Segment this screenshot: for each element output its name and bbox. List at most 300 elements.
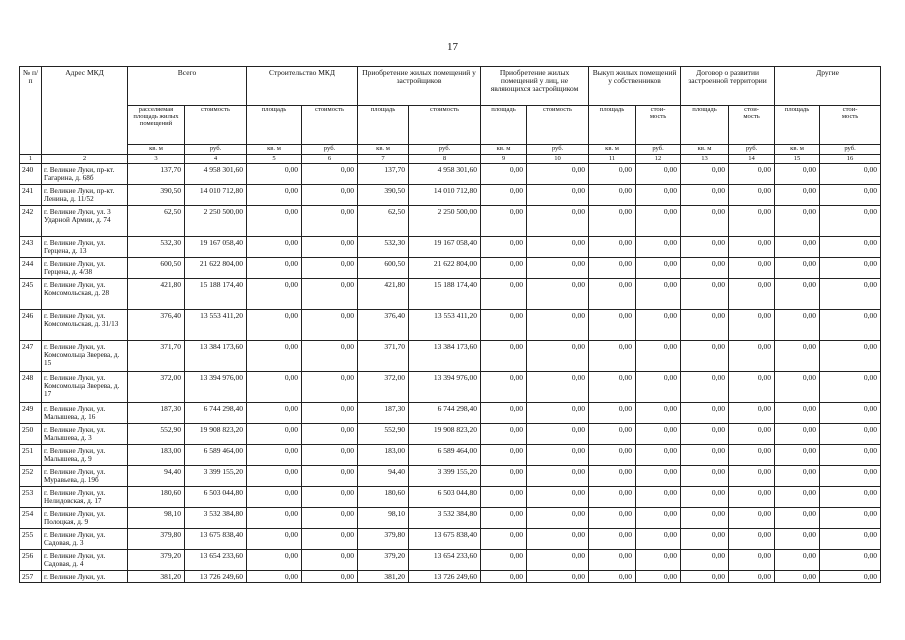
row-area: 381,20 [128, 571, 185, 583]
row-number: 256 [20, 550, 42, 571]
row-value: 0,00 [589, 508, 636, 529]
header-spacer [42, 145, 128, 155]
row-value: 0,00 [636, 466, 681, 487]
row-number: 248 [20, 372, 42, 403]
header-group-territory: Договор о развитии застроенной территории [681, 67, 775, 106]
table-body [20, 164, 881, 583]
header-sub-cost: стои- мость [729, 106, 775, 145]
row-value: 0,00 [481, 206, 527, 237]
row-value: 0,00 [589, 372, 636, 403]
row-value: 0,00 [247, 206, 302, 237]
row-value: 0,00 [729, 424, 775, 445]
row-value: 0,00 [302, 310, 358, 341]
row-value: 13 654 233,60 [409, 550, 481, 571]
row-value: 0,00 [775, 206, 820, 237]
row-number: 246 [20, 310, 42, 341]
row-value: 0,00 [681, 164, 729, 185]
row-value: 0,00 [302, 372, 358, 403]
row-value: 0,00 [302, 403, 358, 424]
row-area: 137,70 [128, 164, 185, 185]
row-value: 0,00 [729, 403, 775, 424]
row-area: 187,30 [128, 403, 185, 424]
header-unit: кв. м [589, 145, 636, 155]
row-value: 0,00 [636, 487, 681, 508]
row-area: 552,90 [128, 424, 185, 445]
row-area: 600,50 [128, 258, 185, 279]
header-unit: кв. м [681, 145, 729, 155]
row-value: 0,00 [527, 164, 589, 185]
row-value: 0,00 [820, 571, 881, 583]
header-sub-area: площадь [358, 106, 409, 145]
row-value: 4 958 301,60 [409, 164, 481, 185]
header-column-number: 12 [636, 155, 681, 164]
header-column-number: 16 [820, 155, 881, 164]
header-column-number: 2 [42, 155, 128, 164]
row-value: 0,00 [775, 424, 820, 445]
header-column-number: 14 [729, 155, 775, 164]
row-address: г. Великие Луки, ул. Садовая, д. 3 [42, 529, 128, 550]
row-cost: 13 394 976,00 [185, 372, 247, 403]
row-area: 379,80 [128, 529, 185, 550]
row-value: 0,00 [820, 341, 881, 372]
row-address: г. Великие Луки, ул. Малышева, д. 3 [42, 424, 128, 445]
row-area: 379,20 [128, 550, 185, 571]
row-value: 19 908 823,20 [409, 424, 481, 445]
row-value: 0,00 [820, 487, 881, 508]
row-address: г. Великие Луки, пр-кт. Ленина, д. 11/52 [42, 185, 128, 206]
row-value: 0,00 [681, 258, 729, 279]
row-value: 532,30 [358, 237, 409, 258]
header-unit: руб. [527, 145, 589, 155]
row-value: 371,70 [358, 341, 409, 372]
table-row [20, 279, 881, 310]
table-row [20, 310, 881, 341]
row-value: 0,00 [636, 341, 681, 372]
row-value: 0,00 [302, 237, 358, 258]
row-value: 0,00 [681, 487, 729, 508]
row-area: 183,00 [128, 445, 185, 466]
row-value: 0,00 [729, 258, 775, 279]
row-value: 0,00 [481, 445, 527, 466]
table-row [20, 487, 881, 508]
row-address: г. Великие Луки, ул. Комсомольца Зверева, д. 15 [42, 341, 128, 372]
row-value: 0,00 [247, 508, 302, 529]
row-number: 249 [20, 403, 42, 424]
row-value: 0,00 [302, 206, 358, 237]
header-unit: руб. [185, 145, 247, 155]
row-value: 0,00 [247, 164, 302, 185]
row-value: 0,00 [729, 508, 775, 529]
row-value: 0,00 [681, 445, 729, 466]
row-value: 0,00 [481, 279, 527, 310]
table-row [20, 550, 881, 571]
row-value: 0,00 [636, 206, 681, 237]
table-row [20, 258, 881, 279]
header-unit: кв. м [481, 145, 527, 155]
row-value: 0,00 [481, 341, 527, 372]
row-area: 371,70 [128, 341, 185, 372]
row-cost: 6 744 298,40 [185, 403, 247, 424]
row-value: 0,00 [527, 529, 589, 550]
row-number: 253 [20, 487, 42, 508]
row-area: 532,30 [128, 237, 185, 258]
row-value: 0,00 [481, 466, 527, 487]
header-column-number: 13 [681, 155, 729, 164]
row-value: 0,00 [527, 445, 589, 466]
row-value: 0,00 [775, 550, 820, 571]
header-group-total: Всего [128, 67, 247, 106]
row-value: 13 675 838,40 [409, 529, 481, 550]
row-value: 94,40 [358, 466, 409, 487]
row-value: 0,00 [247, 424, 302, 445]
header-column-number: 11 [589, 155, 636, 164]
row-address: г. Великие Луки, ул. Комсомольца Зверева, д. 17 [42, 372, 128, 403]
row-value: 0,00 [247, 310, 302, 341]
row-value: 0,00 [589, 164, 636, 185]
row-value: 0,00 [527, 571, 589, 583]
row-value: 0,00 [729, 310, 775, 341]
row-value: 372,00 [358, 372, 409, 403]
row-value: 0,00 [481, 310, 527, 341]
header-group-construction: Строительство МКД [247, 67, 358, 106]
row-value: 0,00 [481, 185, 527, 206]
header-unit: руб. [636, 145, 681, 155]
row-value: 13 553 411,20 [409, 310, 481, 341]
header-group-buyout: Выкуп жилых помещений у собственников [589, 67, 681, 106]
row-value: 0,00 [636, 571, 681, 583]
row-value: 0,00 [302, 487, 358, 508]
header-sub-area: площадь [247, 106, 302, 145]
row-value: 0,00 [527, 341, 589, 372]
row-value: 0,00 [820, 466, 881, 487]
row-value: 0,00 [527, 206, 589, 237]
row-number: 257 [20, 571, 42, 583]
row-value: 0,00 [247, 237, 302, 258]
row-value: 0,00 [527, 258, 589, 279]
row-cost: 21 622 804,00 [185, 258, 247, 279]
row-value: 376,40 [358, 310, 409, 341]
row-value: 0,00 [247, 258, 302, 279]
row-number: 241 [20, 185, 42, 206]
row-value: 0,00 [527, 279, 589, 310]
row-number: 254 [20, 508, 42, 529]
row-cost: 3 399 155,20 [185, 466, 247, 487]
row-value: 19 167 058,40 [409, 237, 481, 258]
row-value: 0,00 [681, 279, 729, 310]
header-unit: кв. м [358, 145, 409, 155]
row-value: 0,00 [589, 206, 636, 237]
header-column-number: 8 [409, 155, 481, 164]
row-value: 0,00 [527, 403, 589, 424]
row-value: 0,00 [820, 529, 881, 550]
row-value: 0,00 [820, 164, 881, 185]
row-number: 240 [20, 164, 42, 185]
row-value: 0,00 [527, 310, 589, 341]
header-column-number: 4 [185, 155, 247, 164]
row-value: 0,00 [247, 372, 302, 403]
row-value: 0,00 [729, 164, 775, 185]
header-group-non-developer: Приобретение жилых помещений у лиц, не являющихся застройщиком [481, 67, 589, 106]
table-row [20, 424, 881, 445]
row-value: 0,00 [681, 466, 729, 487]
row-number: 247 [20, 341, 42, 372]
row-value: 0,00 [302, 164, 358, 185]
row-value: 0,00 [820, 372, 881, 403]
row-value: 14 010 712,80 [409, 185, 481, 206]
row-value: 0,00 [589, 466, 636, 487]
row-value: 0,00 [820, 279, 881, 310]
header-unit: руб. [409, 145, 481, 155]
table-row [20, 185, 881, 206]
row-value: 0,00 [302, 466, 358, 487]
row-value: 137,70 [358, 164, 409, 185]
row-address: г. Великие Луки, ул. Полоцкая, д. 9 [42, 508, 128, 529]
row-value: 21 622 804,00 [409, 258, 481, 279]
row-value: 13 394 976,00 [409, 372, 481, 403]
row-value: 0,00 [247, 403, 302, 424]
row-cost: 13 553 411,20 [185, 310, 247, 341]
row-address: г. Великие Луки, ул. 3 Ударной Армии, д. 74 [42, 206, 128, 237]
header-column-number: 3 [128, 155, 185, 164]
row-value: 0,00 [681, 372, 729, 403]
row-value: 0,00 [820, 185, 881, 206]
row-value: 0,00 [527, 372, 589, 403]
row-value: 0,00 [481, 424, 527, 445]
row-value: 6 589 464,00 [409, 445, 481, 466]
row-value: 98,10 [358, 508, 409, 529]
row-cost: 19 908 823,20 [185, 424, 247, 445]
row-value: 0,00 [636, 258, 681, 279]
row-value: 0,00 [636, 445, 681, 466]
row-value: 0,00 [729, 466, 775, 487]
row-area: 62,50 [128, 206, 185, 237]
row-cost: 13 675 838,40 [185, 529, 247, 550]
row-value: 0,00 [481, 487, 527, 508]
row-value: 0,00 [775, 372, 820, 403]
row-address: г. Великие Луки, ул. [42, 571, 128, 583]
row-number: 244 [20, 258, 42, 279]
row-value: 0,00 [775, 487, 820, 508]
row-value: 0,00 [247, 529, 302, 550]
row-cost: 2 250 500,00 [185, 206, 247, 237]
row-value: 0,00 [302, 445, 358, 466]
row-area: 180,60 [128, 487, 185, 508]
row-value: 0,00 [481, 550, 527, 571]
row-value: 0,00 [636, 403, 681, 424]
row-value: 0,00 [681, 424, 729, 445]
row-value: 0,00 [729, 550, 775, 571]
row-value: 0,00 [527, 237, 589, 258]
row-area: 376,40 [128, 310, 185, 341]
row-value: 0,00 [636, 529, 681, 550]
row-number: 252 [20, 466, 42, 487]
row-value: 0,00 [636, 508, 681, 529]
row-value: 0,00 [481, 372, 527, 403]
table-row [20, 237, 881, 258]
row-cost: 13 726 249,60 [185, 571, 247, 583]
row-value: 0,00 [729, 529, 775, 550]
row-value: 0,00 [681, 310, 729, 341]
row-value: 0,00 [775, 403, 820, 424]
row-value: 421,80 [358, 279, 409, 310]
row-value: 0,00 [302, 424, 358, 445]
row-value: 0,00 [247, 185, 302, 206]
table-row [20, 529, 881, 550]
header-unit: кв. м [775, 145, 820, 155]
row-address: г. Великие Луки, ул. Муравьева, д. 19б [42, 466, 128, 487]
row-value: 0,00 [481, 529, 527, 550]
header-column-number: 6 [302, 155, 358, 164]
row-value: 0,00 [302, 341, 358, 372]
row-value: 0,00 [247, 550, 302, 571]
row-value: 379,80 [358, 529, 409, 550]
table-row [20, 403, 881, 424]
header-sub-cost: стоимость [527, 106, 589, 145]
row-cost: 13 654 233,60 [185, 550, 247, 571]
row-address: г. Великие Луки, ул. Садовая, д. 4 [42, 550, 128, 571]
row-value: 0,00 [302, 508, 358, 529]
row-address: г. Великие Луки, пр-кт. Гагарина, д. 68б [42, 164, 128, 185]
row-value: 0,00 [302, 279, 358, 310]
row-value: 0,00 [589, 403, 636, 424]
row-cost: 4 958 301,60 [185, 164, 247, 185]
row-value: 0,00 [775, 571, 820, 583]
row-value: 390,50 [358, 185, 409, 206]
row-value: 0,00 [527, 508, 589, 529]
header-column-number: 10 [527, 155, 589, 164]
row-value: 0,00 [481, 403, 527, 424]
header-sub-area: площадь [681, 106, 729, 145]
row-value: 0,00 [820, 424, 881, 445]
row-value: 0,00 [820, 237, 881, 258]
row-value: 180,60 [358, 487, 409, 508]
row-cost: 19 167 058,40 [185, 237, 247, 258]
table-row [20, 206, 881, 237]
row-value: 379,20 [358, 550, 409, 571]
row-value: 0,00 [589, 258, 636, 279]
row-value: 0,00 [681, 550, 729, 571]
table-row [20, 508, 881, 529]
row-value: 0,00 [775, 508, 820, 529]
row-value: 6 744 298,40 [409, 403, 481, 424]
header-number: № п/п [20, 67, 42, 106]
page-number: 17 [447, 41, 458, 53]
row-address: г. Великие Луки, ул. Комсомольская, д. 28 [42, 279, 128, 310]
row-value: 0,00 [589, 529, 636, 550]
row-value: 0,00 [775, 164, 820, 185]
header-sub-cost: стоимость [185, 106, 247, 145]
row-value: 0,00 [729, 206, 775, 237]
row-value: 0,00 [589, 445, 636, 466]
row-cost: 15 188 174,40 [185, 279, 247, 310]
row-value: 0,00 [820, 445, 881, 466]
row-value: 187,30 [358, 403, 409, 424]
row-value: 0,00 [247, 571, 302, 583]
header-column-number: 7 [358, 155, 409, 164]
row-value: 0,00 [527, 487, 589, 508]
resettlement-table [19, 66, 881, 583]
row-value: 0,00 [302, 550, 358, 571]
header-sub-area: расселяемая площадь жилых помещений [128, 106, 185, 145]
header-column-number: 9 [481, 155, 527, 164]
header-unit: кв. м [247, 145, 302, 155]
row-value: 0,00 [681, 403, 729, 424]
row-value: 0,00 [481, 571, 527, 583]
header-group-developer: Приобретение жилых помещений у застройщиков [358, 67, 481, 106]
row-value: 552,90 [358, 424, 409, 445]
header-sub-cost: стои- мость [820, 106, 881, 145]
row-value: 13 726 249,60 [409, 571, 481, 583]
row-cost: 14 010 712,80 [185, 185, 247, 206]
row-value: 0,00 [775, 185, 820, 206]
header-column-number: 1 [20, 155, 42, 164]
row-number: 243 [20, 237, 42, 258]
row-value: 0,00 [527, 185, 589, 206]
row-area: 421,80 [128, 279, 185, 310]
row-value: 0,00 [589, 185, 636, 206]
row-cost: 6 589 464,00 [185, 445, 247, 466]
row-value: 0,00 [820, 206, 881, 237]
table-row [20, 445, 881, 466]
row-value: 0,00 [729, 571, 775, 583]
row-value: 0,00 [729, 341, 775, 372]
row-value: 0,00 [589, 341, 636, 372]
row-cost: 3 532 384,80 [185, 508, 247, 529]
row-address: г. Великие Луки, ул. Нелидовская, д. 17 [42, 487, 128, 508]
header-spacer [20, 145, 42, 155]
row-value: 0,00 [681, 571, 729, 583]
header-sub-cost: стои- мость [636, 106, 681, 145]
row-value: 0,00 [775, 529, 820, 550]
table-header [20, 67, 881, 164]
header-sub-cost: стоимость [409, 106, 481, 145]
table-row [20, 164, 881, 185]
row-value: 0,00 [589, 550, 636, 571]
row-value: 0,00 [681, 237, 729, 258]
row-value: 0,00 [636, 279, 681, 310]
row-value: 3 399 155,20 [409, 466, 481, 487]
header-column-number: 15 [775, 155, 820, 164]
row-value: 0,00 [729, 237, 775, 258]
row-number: 251 [20, 445, 42, 466]
row-value: 0,00 [729, 185, 775, 206]
row-value: 381,20 [358, 571, 409, 583]
row-value: 0,00 [820, 258, 881, 279]
row-value: 0,00 [681, 529, 729, 550]
row-value: 0,00 [820, 550, 881, 571]
row-value: 0,00 [481, 508, 527, 529]
header-unit: руб. [820, 145, 881, 155]
row-value: 0,00 [729, 279, 775, 310]
row-area: 98,10 [128, 508, 185, 529]
row-value: 6 503 044,80 [409, 487, 481, 508]
row-address: г. Великие Луки, ул. Герцена, д. 13 [42, 237, 128, 258]
header-spacer [42, 106, 128, 145]
row-value: 0,00 [636, 237, 681, 258]
row-value: 0,00 [527, 550, 589, 571]
header-spacer [20, 106, 42, 145]
row-value: 0,00 [302, 258, 358, 279]
row-value: 0,00 [481, 164, 527, 185]
row-value: 0,00 [302, 185, 358, 206]
row-value: 0,00 [636, 424, 681, 445]
row-value: 600,50 [358, 258, 409, 279]
row-area: 390,50 [128, 185, 185, 206]
header-unit: руб. [302, 145, 358, 155]
row-value: 0,00 [589, 279, 636, 310]
row-area: 372,00 [128, 372, 185, 403]
row-value: 2 250 500,00 [409, 206, 481, 237]
